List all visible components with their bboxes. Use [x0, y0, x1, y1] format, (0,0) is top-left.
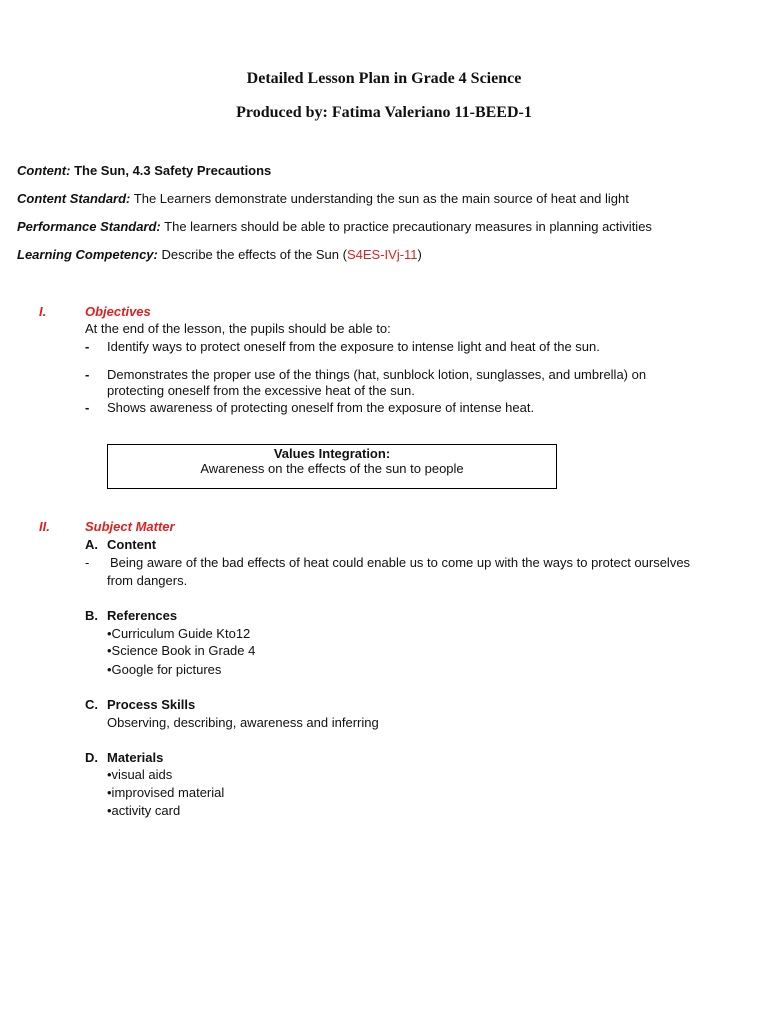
performance-standard-field — [17, 219, 652, 234]
material-item-3: •activity card — [107, 803, 181, 818]
reference-item-3: •Google for pictures — [107, 662, 222, 677]
values-integration-text: Awareness on the effects of the sun to people — [200, 461, 464, 476]
values-integration-title: Values Integration: — [273, 446, 391, 461]
content-value: The Sun, 4.3 Safety Precautions — [74, 163, 272, 178]
values-integration-box — [107, 444, 557, 489]
content-dash: - — [85, 555, 90, 570]
page-title: Detailed Lesson Plan in Grade 4 Science — [246, 70, 522, 87]
learning-competency-field — [17, 247, 422, 262]
content-text-line-1: Being aware of the bad effects of heat could enable us to come up with the ways to protect ourselves — [110, 555, 691, 570]
objectives-heading: Objectives — [85, 304, 151, 319]
objective-item-2-cont: protecting oneself from the excessive heat of the sun. — [107, 383, 415, 398]
learning-competency-close: ) — [417, 247, 422, 262]
performance-standard-label: Performance Standard: — [17, 219, 161, 234]
process-skills-letter: C. — [85, 697, 98, 712]
process-skills-heading: Process Skills — [107, 697, 196, 712]
subject-matter-numeral: II. — [39, 519, 50, 534]
reference-item-2: •Science Book in Grade 4 — [107, 643, 256, 658]
process-skills-text: Observing, describing, awareness and inferring — [107, 715, 379, 730]
objective-bullet-3: - — [85, 400, 90, 415]
objective-bullet-2: - — [85, 367, 90, 382]
content-letter: A. — [85, 537, 98, 552]
materials-letter: D. — [85, 750, 98, 765]
content-label: Content: — [17, 163, 71, 178]
content-field — [17, 163, 271, 178]
content-standard-field — [17, 191, 629, 206]
objectives-numeral: I. — [39, 304, 47, 319]
produced-by: Produced by: Fatima Valeriano 11-BEED-1 — [236, 104, 532, 121]
references-letter: B. — [85, 608, 98, 623]
learning-competency-value: Describe the effects of the Sun ( — [161, 247, 347, 262]
reference-item-1: •Curriculum Guide Kto12 — [107, 626, 251, 641]
content-heading: Content — [107, 537, 157, 552]
material-item-2: •improvised material — [107, 785, 225, 800]
objective-item-3: Shows awareness of protecting oneself from the exposure of intense heat. — [107, 400, 535, 415]
materials-heading: Materials — [107, 750, 164, 765]
objective-item-1: Identify ways to protect oneself from the exposure to intense light and heat of the sun. — [107, 339, 600, 354]
content-text-line-2: from dangers. — [107, 573, 188, 588]
learning-competency-code: S4ES-IVj-11 — [346, 247, 418, 262]
content-standard-value: The Learners demonstrate understanding the sun as the main source of heat and light — [133, 191, 629, 206]
references-heading: References — [107, 608, 178, 623]
content-standard-label: Content Standard: — [17, 191, 131, 206]
objective-item-2: Demonstrates the proper use of the things (hat, sunblock lotion, sunglasses, and umbrella) on — [107, 367, 647, 382]
material-item-1: •visual aids — [107, 767, 173, 782]
subject-matter-heading: Subject Matter — [85, 519, 175, 534]
objective-bullet-1: - — [85, 339, 90, 354]
learning-competency-label: Learning Competency: — [17, 247, 158, 262]
objectives-intro: At the end of the lesson, the pupils should be able to: — [85, 321, 391, 336]
performance-standard-value: The learners should be able to practice precautionary measures in planning activities — [164, 219, 652, 234]
